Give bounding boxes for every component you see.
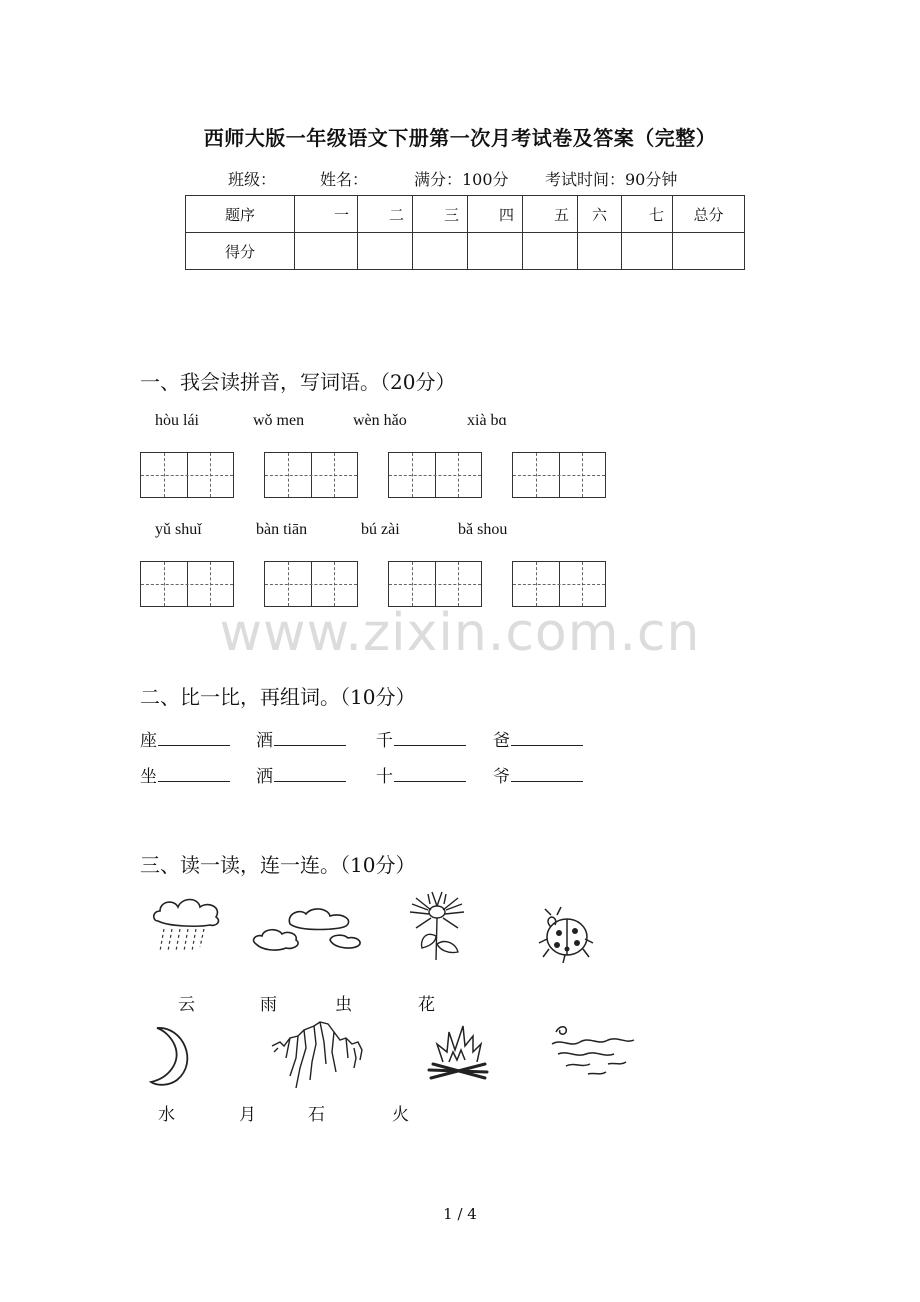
section3-title: 三、读一读，连一连。（10分） bbox=[140, 853, 416, 877]
score-table-header-cell: 七 bbox=[622, 196, 673, 233]
score-table-header-cell: 五 bbox=[523, 196, 578, 233]
picture-label: 火 bbox=[392, 1105, 409, 1125]
picture-label: 雨 bbox=[260, 995, 277, 1015]
full-score-label: 满分：100分 bbox=[414, 170, 509, 189]
water-picture bbox=[548, 1022, 636, 1086]
document-title: 西师大版一年级语文下册第一次月考试卷及答案（完整） bbox=[203, 126, 717, 150]
word-item[interactable] bbox=[376, 762, 466, 787]
pinyin-label: xià bɑ bbox=[467, 412, 507, 429]
moon-picture bbox=[143, 1024, 195, 1088]
picture-label: 云 bbox=[178, 995, 195, 1015]
picture-label: 水 bbox=[158, 1105, 175, 1125]
score-table-header-cell: 三 bbox=[413, 196, 468, 233]
score-cell[interactable] bbox=[468, 233, 523, 270]
picture-label: 花 bbox=[418, 995, 435, 1015]
character: 酒 bbox=[256, 731, 273, 751]
writing-grid[interactable] bbox=[140, 561, 234, 607]
word-item[interactable] bbox=[376, 726, 466, 751]
word-item[interactable] bbox=[493, 726, 583, 751]
answer-blank[interactable] bbox=[274, 729, 346, 746]
score-table-header-cell: 六 bbox=[578, 196, 622, 233]
page-number: 1 / 4 bbox=[443, 1205, 477, 1223]
mountain-rock-picture bbox=[270, 1018, 366, 1090]
score-table-header-cell: 四 bbox=[468, 196, 523, 233]
watermark: www.zixin.com.cn bbox=[219, 603, 701, 663]
answer-blank[interactable] bbox=[158, 765, 230, 782]
score-cell[interactable] bbox=[673, 233, 745, 270]
score-table-score-row bbox=[186, 233, 745, 270]
answer-blank[interactable] bbox=[394, 765, 466, 782]
answer-blank[interactable] bbox=[511, 729, 583, 746]
character: 十 bbox=[376, 767, 393, 787]
exam-time-label: 考试时间：90分钟 bbox=[545, 170, 678, 189]
section1-title: 一、我会读拼音，写词语。（20分） bbox=[140, 370, 456, 394]
character: 座 bbox=[140, 731, 157, 751]
pinyin-label: wèn hǎo bbox=[353, 412, 407, 429]
answer-blank[interactable] bbox=[394, 729, 466, 746]
score-table-header-row bbox=[186, 196, 745, 233]
writing-grid[interactable] bbox=[512, 561, 606, 607]
score-table-header-cell: 二 bbox=[358, 196, 413, 233]
clouds-picture bbox=[250, 904, 366, 954]
character: 爷 bbox=[493, 767, 510, 787]
writing-grid[interactable] bbox=[264, 452, 358, 498]
picture-label: 月 bbox=[239, 1105, 256, 1125]
score-table-header-cell: 题序 bbox=[186, 196, 295, 233]
pinyin-label: hòu lái bbox=[155, 412, 199, 429]
score-table-header-cell: 一 bbox=[295, 196, 358, 233]
word-item[interactable] bbox=[493, 762, 583, 787]
picture-label: 石 bbox=[308, 1105, 325, 1125]
score-row-label: 得分 bbox=[186, 233, 295, 270]
writing-grid[interactable] bbox=[264, 561, 358, 607]
word-item[interactable] bbox=[256, 726, 346, 751]
character: 千 bbox=[376, 731, 393, 751]
picture-label: 虫 bbox=[335, 995, 352, 1015]
pinyin-label: yǔ shuǐ bbox=[155, 521, 202, 538]
character: 爸 bbox=[493, 731, 510, 751]
writing-grid[interactable] bbox=[388, 452, 482, 498]
pinyin-label: bàn tiān bbox=[256, 521, 308, 538]
writing-grid[interactable] bbox=[512, 452, 606, 498]
word-item[interactable] bbox=[140, 726, 230, 751]
flower-picture bbox=[402, 890, 472, 962]
answer-blank[interactable] bbox=[158, 729, 230, 746]
pinyin-label: wǒ men bbox=[253, 412, 305, 429]
character: 坐 bbox=[140, 767, 157, 787]
pinyin-label: bǎ shou bbox=[458, 521, 508, 538]
section2-title: 二、比一比，再组词。（10分） bbox=[140, 685, 416, 709]
score-cell[interactable] bbox=[523, 233, 578, 270]
answer-blank[interactable] bbox=[511, 765, 583, 782]
score-cell[interactable] bbox=[358, 233, 413, 270]
name-label: 姓名： bbox=[320, 170, 369, 189]
score-cell[interactable] bbox=[413, 233, 468, 270]
score-cell[interactable] bbox=[622, 233, 673, 270]
character: 洒 bbox=[256, 767, 273, 787]
word-item[interactable] bbox=[256, 762, 346, 787]
pinyin-label: bú zài bbox=[361, 521, 400, 538]
rain-cloud-picture bbox=[150, 893, 226, 955]
score-table bbox=[185, 195, 745, 270]
score-cell[interactable] bbox=[295, 233, 358, 270]
writing-grid[interactable] bbox=[388, 561, 482, 607]
answer-blank[interactable] bbox=[274, 765, 346, 782]
writing-grid[interactable] bbox=[140, 452, 234, 498]
score-cell[interactable] bbox=[578, 233, 622, 270]
ladybug-picture bbox=[535, 905, 597, 965]
score-table-header-cell: 总分 bbox=[673, 196, 745, 233]
fire-picture bbox=[423, 1022, 493, 1084]
class-label: 班级： bbox=[228, 170, 277, 189]
word-item[interactable] bbox=[140, 762, 230, 787]
